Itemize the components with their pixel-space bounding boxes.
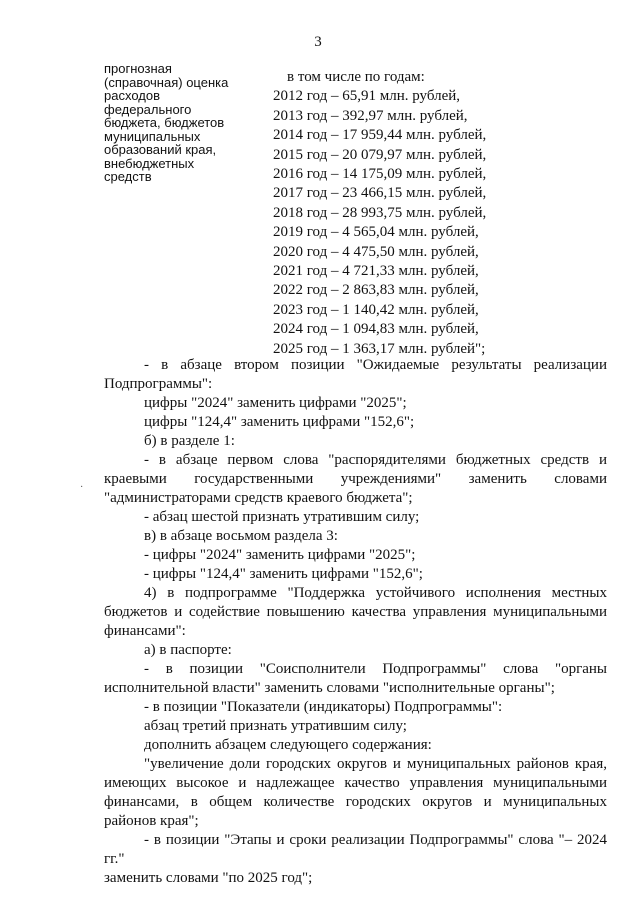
paragraph-line: краевыми государственными учреждениями" заменить словами xyxy=(104,471,607,487)
year-line: 2015 год – 20 079,97 млн. рублей, xyxy=(273,146,487,163)
paragraph-line: - цифры "2024" заменить цифрами "2025"; xyxy=(144,547,416,563)
passport-label-line: бюджета, бюджетов xyxy=(104,115,225,130)
paragraph-line: - в абзаце втором позиции "Ожидаемые результаты реализации xyxy=(144,357,607,373)
year-line: 2022 год – 2 863,83 млн. рублей, xyxy=(273,282,479,299)
paragraph-line: - в позиции "Соисполнители Подпрограммы" слова "органы xyxy=(144,661,607,677)
passport-label-line: расходов xyxy=(104,88,160,103)
paragraph-line: - цифры "124,4" заменить цифрами "152,6"; xyxy=(144,566,423,582)
paragraph-line: финансами, в общем количестве городских округов и муниципальных xyxy=(104,794,607,810)
year-line: 2024 год – 1 094,83 млн. рублей, xyxy=(273,321,479,338)
passport-label-line: прогнозная xyxy=(104,61,172,76)
passport-label-line: внебюджетных xyxy=(104,155,195,171)
paragraph-line: районов края"; xyxy=(104,813,199,829)
year-line: 2019 год – 4 565,04 млн. рублей, xyxy=(273,224,479,241)
page-number: 3 xyxy=(314,34,322,50)
passport-label-line: муниципальных xyxy=(104,128,201,144)
year-line: 2014 год – 17 959,44 млн. рублей, xyxy=(273,127,487,144)
paragraph-line: абзац третий признать утратившим силу; xyxy=(144,718,407,734)
paragraph-line: - абзац шестой признать утратившим силу; xyxy=(144,509,420,525)
passport-label-line: средств xyxy=(104,169,152,184)
paragraph-line: заменить словами "по 2025 год"; xyxy=(104,870,313,886)
year-line: 2013 год – 392,97 млн. рублей, xyxy=(273,107,468,124)
paragraph-line: в) в абзаце восьмом раздела 3: xyxy=(144,528,338,544)
passport-years-list xyxy=(273,68,486,359)
year-line: 2025 год – 1 363,17 млн. рублей"; xyxy=(273,340,486,357)
year-line: 2012 год – 65,91 млн. рублей, xyxy=(273,88,461,105)
paragraph-line: "увеличение доли городских округов и муниципальных районов края, xyxy=(144,756,607,772)
paragraph-line: - в позиции "Этапы и сроки реализации Подпрограммы" слова "– 2024 гг." xyxy=(104,832,607,867)
passport-label-line: (справочная) оценка xyxy=(104,74,229,90)
paragraph-line: дополнить абзацем следующего содержания: xyxy=(144,737,432,753)
year-line: 2021 год – 4 721,33 млн. рублей, xyxy=(273,263,479,280)
paragraph-line: исполнительной власти" заменить словами "исполнительные органы"; xyxy=(104,680,555,696)
margin-mark: · xyxy=(80,482,84,493)
paragraph-line: бюджетов и содействие повышению качества управления муниципальными xyxy=(104,604,607,620)
year-line: 2018 год – 28 993,75 млн. рублей, xyxy=(273,204,487,221)
paragraph-line: финансами": xyxy=(104,623,186,639)
paragraph-line: - в позиции "Показатели (индикаторы) Подпрограммы": xyxy=(144,699,503,715)
passport-label-line: федерального xyxy=(104,101,192,117)
year-line: 2020 год – 4 475,50 млн. рублей, xyxy=(273,243,479,260)
paragraph-line: цифры "124,4" заменить цифрами "152,6"; xyxy=(144,414,415,430)
year-line: 2017 год – 23 466,15 млн. рублей, xyxy=(273,185,487,202)
passport-label-line: образований края, xyxy=(104,142,217,157)
year-line: 2023 год – 1 140,42 млн. рублей, xyxy=(273,301,479,318)
paragraph-line: "администраторами средств краевого бюджета"; xyxy=(104,490,413,506)
paragraph-line: цифры "2024" заменить цифрами "2025"; xyxy=(144,395,407,411)
paragraph-line: Подпрограммы": xyxy=(104,376,213,392)
paragraph-line: б) в разделе 1: xyxy=(144,433,235,449)
paragraph-line: 4) в подпрограмме "Поддержка устойчивого исполнения местных xyxy=(144,585,607,601)
passport-label xyxy=(104,62,274,184)
paragraph-line: имеющих высокое и надлежащее качество управления муниципальными xyxy=(104,775,607,791)
year-line: 2016 год – 14 175,09 млн. рублей, xyxy=(273,166,487,183)
paragraph-line: а) в паспорте: xyxy=(144,642,232,658)
years-heading: в том числе по годам: xyxy=(287,69,425,85)
document-body xyxy=(104,356,607,888)
paragraph-line: - в абзаце первом слова "распорядителями бюджетных средств и xyxy=(144,452,607,468)
